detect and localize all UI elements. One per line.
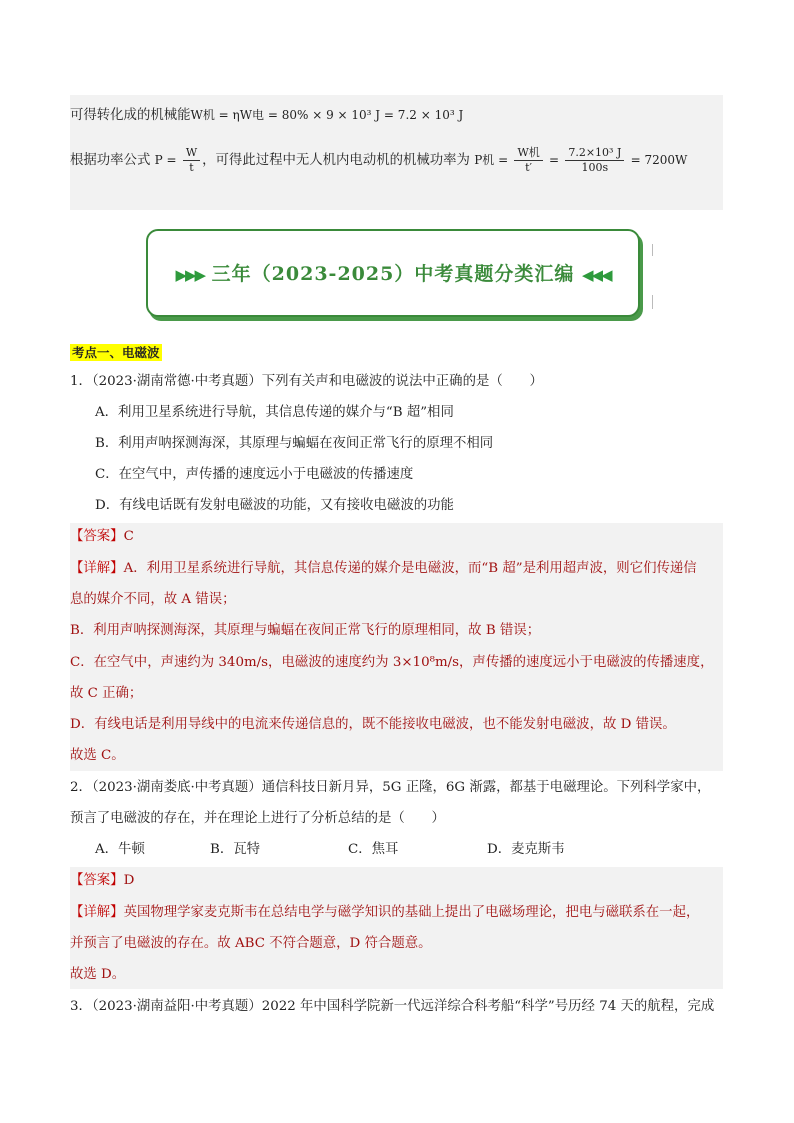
section-heading: 考点一、电磁波 (72, 345, 160, 360)
q2-option-d: D．麦克斯韦 (487, 842, 565, 857)
q2-detail-line: 故选 D。 (70, 967, 126, 982)
q2-option-c: C．焦耳 (348, 842, 399, 857)
q2-option-a: A．牛顿 (95, 842, 145, 857)
banner-divider (652, 244, 653, 256)
question-2-stem: 2．（2023·湖南娄底·中考真题）通信科技日新月异，5G 正隆，6G 渐露，都基于电磁理论。下列科学家中， (70, 780, 711, 795)
q1-option-d: D．有线电话既有发射电磁波的功能，又有接收电磁波的功能 (95, 498, 454, 513)
formula-math-1: W机 = ηW电 = 80% × 9 × 10³ J = 7.2 × 10³ J (190, 108, 464, 122)
q2-answer: 【答案】D (70, 873, 135, 888)
q2-detail-line: 【详解】英国物理学家麦克斯韦在总结电学与磁学知识的基础上提出了电磁场理论，把电与磁联系在一起， (70, 905, 700, 920)
formula-line-2: 根据功率公式 P = $\frac{W}{t}$ ，可得此过程中无人机内电动机的机械功率为 P机 = $\frac{\text{W机}}{t'}$ = $\frac{\text{7.2×10³ J}}{100s}$ = 7200W (70, 146, 688, 174)
q1-detail-line: 【详解】A．利用卫星系统进行导航，其信息传递的媒介是电磁波，而“B 超”是利用超声波，则它们传递信 (70, 561, 697, 576)
q1-option-b: B．利用声呐探测海深，其原理与蝙蝠在夜间正常飞行的原理不相同 (95, 436, 494, 451)
right-arrows-icon: ▶▶▶ (175, 266, 205, 284)
power-fraction: $\frac{W}{t}$ (183, 146, 200, 175)
question-1-stem: 1．（2023·湖南常德·中考真题）下列有关声和电磁波的说法中正确的是（ ） (70, 374, 543, 389)
q1-detail-line: D．有线电话是利用导线中的电流来传递信息的，既不能接收电磁波，也不能发射电磁波，故 D 错误。 (70, 717, 676, 732)
value-fraction: $\frac{\text{7.2×10³ J}}{100s}$ (565, 146, 624, 175)
question-2-stem: 预言了电磁波的存在，并在理论上进行了分析总结的是（ ） (70, 811, 445, 826)
q1-detail-line: 息的媒介不同，故 A 错误； (70, 592, 236, 607)
q1-option-c: C．在空气中，声传播的速度远小于电磁波的传播速度 (95, 467, 414, 482)
q1-detail-line: C．在空气中，声速约为 340m/s，电磁波的速度约为 3×10⁸m/s，声传播的速度远小于电磁波的传播速度， (70, 655, 714, 670)
q1-detail-line: 故选 C。 (70, 748, 125, 763)
question-3-stem: 3．（2023·湖南益阳·中考真题）2022 年中国科学院新一代远洋综合科考船“科学”号历经 74 天的航程，完成 (70, 999, 715, 1014)
banner-divider (652, 295, 653, 309)
formula-line-1: 可得转化成的机械能W机 = ηW电 = 80% × 9 × 10³ J = 7.2 × 10³ J (70, 108, 464, 123)
q1-detail-line: B．利用声呐探测海深，其原理与蝙蝠在夜间正常飞行的原理相同，故 B 错误； (70, 623, 541, 638)
q1-detail-line: 故 C 正确； (70, 686, 143, 701)
q2-detail-line: 并预言了电磁波的存在。故 ABC 不符合题意，D 符合题意。 (70, 936, 432, 951)
left-arrows-icon: ◀◀◀ (581, 266, 611, 284)
q1-option-a: A．利用卫星系统进行导航，其信息传递的媒介与“B 超”相同 (95, 405, 454, 420)
banner-title: ▶▶▶ 三年（2023-2025）中考真题分类汇编 ◀◀◀ (175, 263, 611, 285)
mech-power-fraction: $\frac{\text{W机}}{t'}$ (514, 146, 542, 175)
section-banner (146, 229, 640, 317)
q2-solution-block (70, 867, 723, 989)
q2-option-b: B．瓦特 (210, 842, 261, 857)
q1-answer: 【答案】C (70, 529, 134, 544)
